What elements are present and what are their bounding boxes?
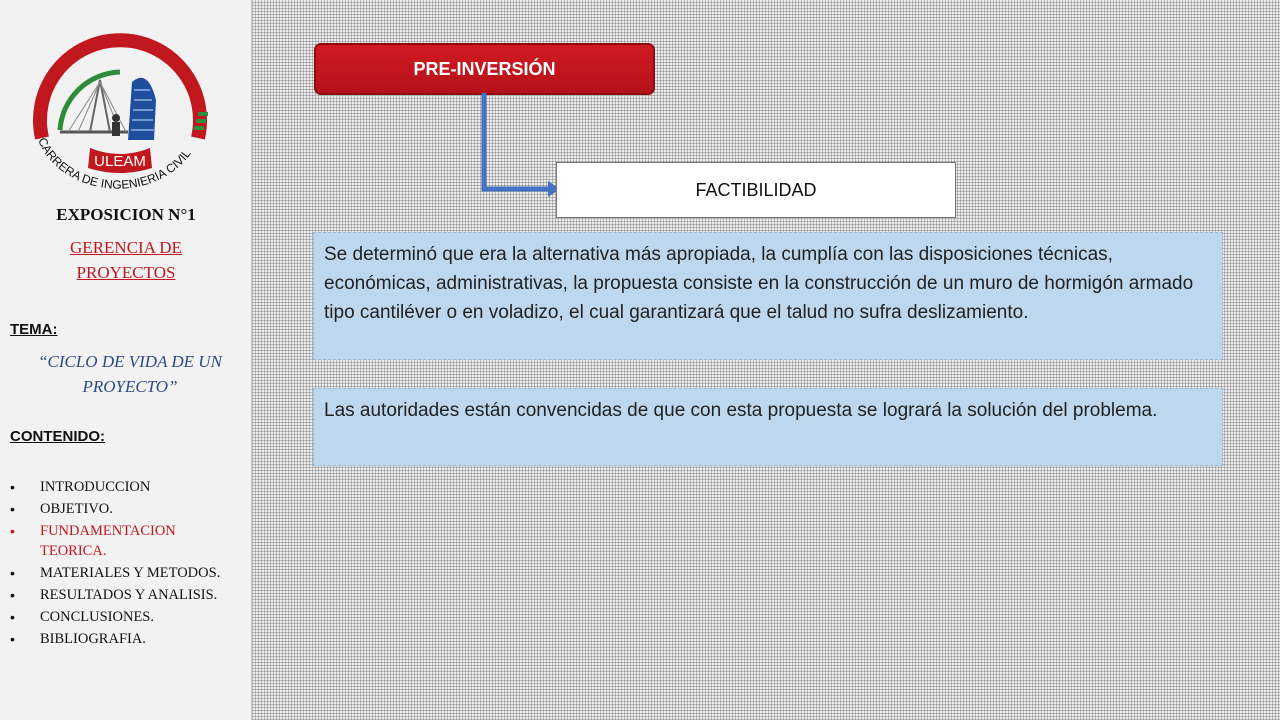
toc-item-resultados[interactable]: • RESULTADOS Y ANALISIS. — [10, 585, 245, 605]
course-title-link[interactable]: GERENCIA DE PROYECTOS — [70, 238, 182, 282]
toc-item-objetivo[interactable]: • OBJETIVO. — [10, 499, 245, 519]
logo-acronym-text: ULEAM — [94, 153, 146, 170]
logo-arc-text: CARRERA DE INGENIERIA CIVIL — [35, 135, 194, 192]
toc-item-conclusiones[interactable]: • CONCLUSIONES. — [10, 607, 245, 627]
connector-arrow-icon — [478, 93, 568, 203]
toc-item-fundamentacion[interactable]: • FUNDAMENTACION TEORICA. — [10, 521, 245, 561]
pre-inversion-button[interactable]: PRE-INVERSIÓN — [314, 43, 655, 95]
tema-value: “CICLO DE VIDA DE UN PROYECTO” — [38, 352, 222, 396]
contenido-label: CONTENIDO: — [10, 428, 105, 445]
toc-item-bibliografia[interactable]: • BIBLIOGRAFIA. — [10, 629, 245, 649]
tema-label: TEMA: — [10, 321, 58, 338]
paragraph-box-1: Se determinó que era la alternativa más apropiada, la cumplía con las disposiciones técnicas, económicas, administrativas, la propuesta consiste en la construcción de un muro de hormigón armado tipo cantiléver o en voladizo, el cual garantizará que el talud no sufra deslizamiento. — [313, 232, 1223, 360]
uleam-logo — [20, 20, 220, 205]
factibilidad-box: FACTIBILIDAD — [556, 162, 956, 218]
sidebar — [0, 0, 252, 720]
toc-item-introduccion[interactable]: • INTRODUCCION — [10, 477, 245, 497]
paragraph-box-2: Las autoridades están convencidas de que con esta propuesta se logrará la solución del problema. — [313, 388, 1223, 466]
exposition-title: EXPOSICION N°1 — [56, 205, 196, 224]
table-of-contents — [10, 477, 245, 651]
toc-item-materiales[interactable]: • MATERIALES Y METODOS. — [10, 563, 245, 583]
